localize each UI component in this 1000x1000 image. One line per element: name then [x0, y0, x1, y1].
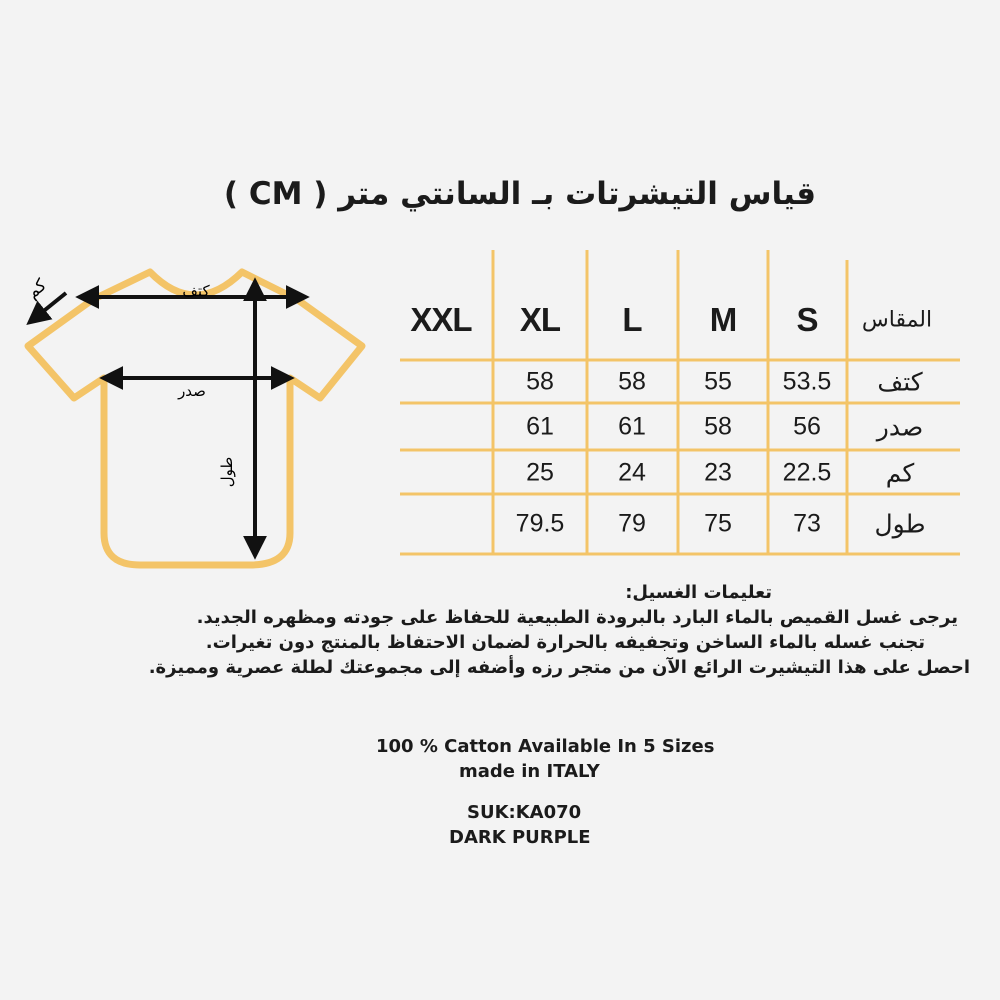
origin-text: made in ITALY [459, 761, 600, 782]
table-cell: 25 [526, 458, 554, 487]
table-cell: 23 [704, 458, 732, 487]
table-cell: 58 [618, 367, 646, 396]
row-sleeve-label: كم [885, 458, 915, 488]
table-cell: 58 [704, 412, 732, 441]
chest-label: صدر [178, 382, 206, 400]
tshirt-diagram [0, 240, 380, 580]
size-m: M [709, 301, 737, 338]
size-l: L [622, 301, 642, 338]
table-cell: 55 [704, 367, 732, 396]
sku-text: SUK:KA070 [467, 802, 582, 823]
washing-line: يرجى غسل القميص بالماء البارد بالبرودة الطبيعية للحفاظ على جودته ومظهره الجديد. [196, 607, 958, 628]
shoulder-label: كتف [182, 282, 210, 300]
size-s: S [796, 301, 818, 338]
row-shoulder-label: كتف [877, 367, 923, 397]
washing-line: تجنب غسله بالماء الساخن وتجفيفه بالحرارة لضمان الاحتفاظ بالمنتج دون تغيرات. [205, 632, 925, 653]
table-cell: 58 [526, 367, 554, 396]
table-cell: 73 [793, 509, 821, 538]
sleeve-label: كم [22, 275, 51, 304]
row-chest-label: صدر [876, 412, 924, 442]
table-cell: 22.5 [782, 458, 832, 487]
size-xl: XL [519, 301, 561, 338]
color-text: DARK PURPLE [449, 827, 591, 848]
tshirt-outline [28, 272, 362, 565]
table-cell: 61 [618, 412, 646, 441]
washing-title: تعليمات الغسيل: [625, 582, 772, 603]
washing-line: احصل على هذا التيشيرت الرائع الآن من متجر رزه وأضفه إلى مجموعتك لطلة عصرية ومميزة. [148, 657, 970, 678]
table-cell: 56 [793, 412, 821, 441]
table-cell: 24 [618, 458, 646, 487]
page-title: قياس التيشرتات بـ السانتي متر ( CM ) [223, 176, 817, 212]
size-xxl: XXL [410, 301, 472, 338]
table-cell: 53.5 [782, 367, 832, 396]
table-cell: 75 [704, 509, 732, 538]
size-table [390, 240, 965, 565]
material-text: 100 % Catton Available In 5 Sizes [376, 736, 715, 757]
washing-instructions [110, 580, 970, 680]
length-label: طول [218, 456, 236, 488]
table-cell: 79.5 [515, 509, 565, 538]
table-cell: 61 [526, 412, 554, 441]
header-size-label: المقاس [861, 307, 933, 333]
row-length-label: طول [874, 509, 926, 539]
table-cell: 79 [618, 509, 646, 538]
